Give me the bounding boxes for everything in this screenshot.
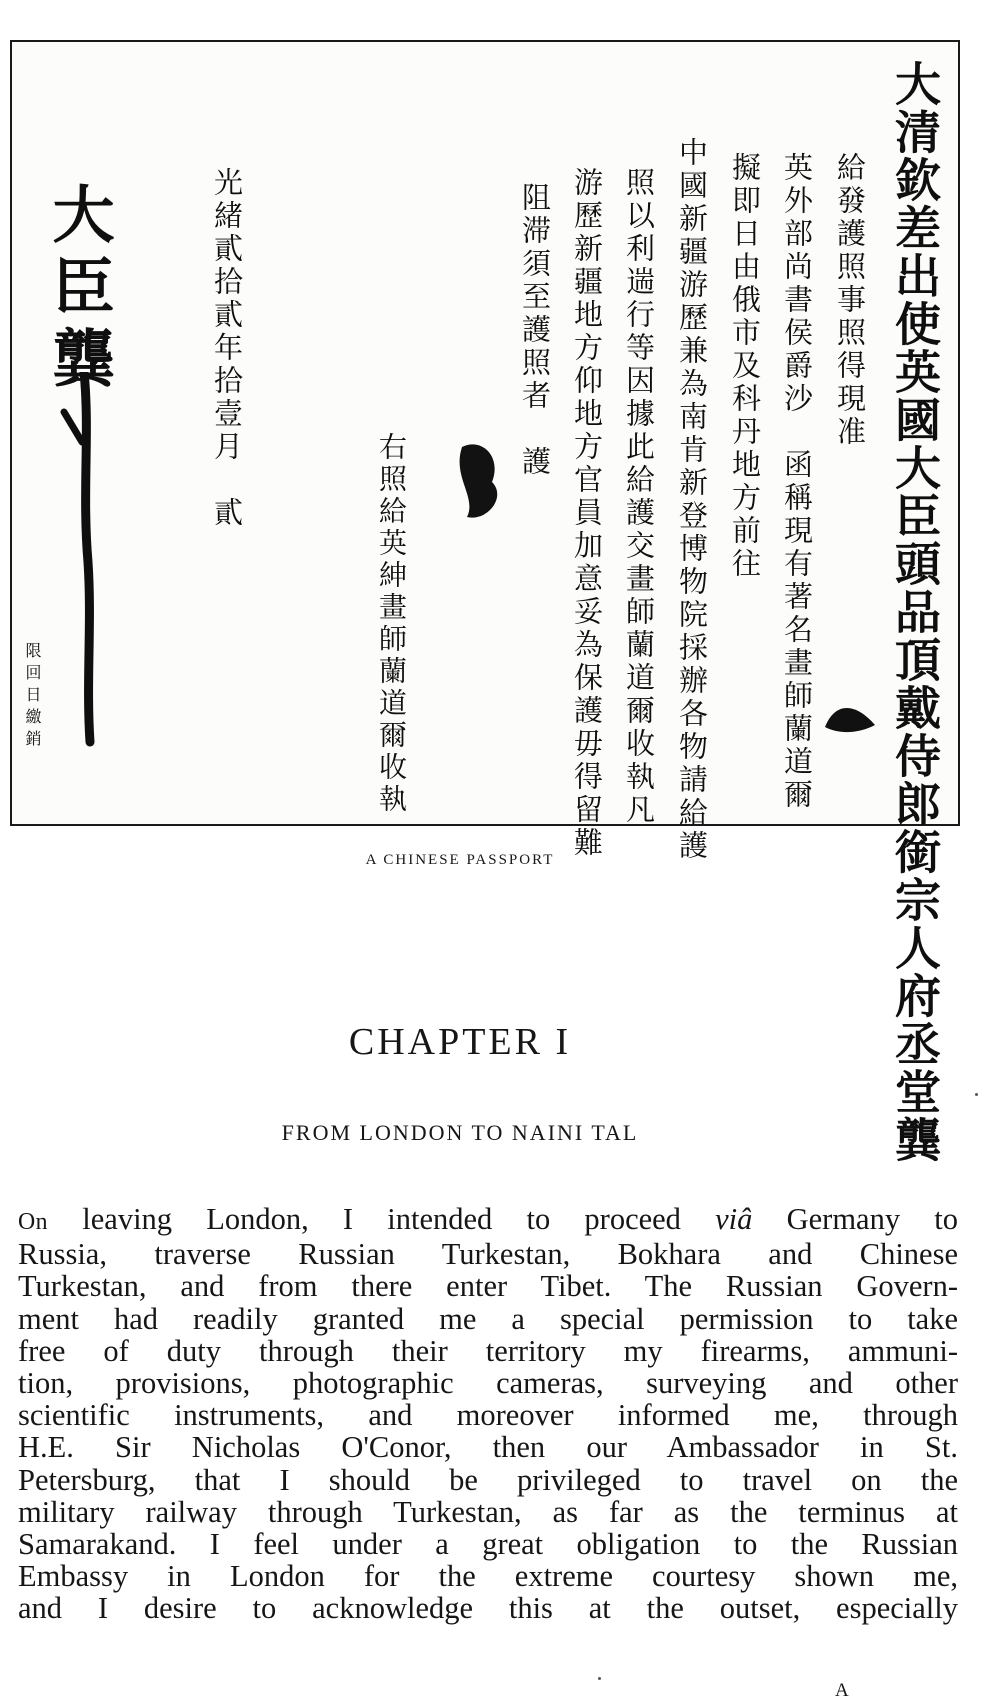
- signature-mark: A: [835, 1680, 849, 1701]
- text-line: military railway through Turkestan, as far as the terminus at: [18, 1494, 958, 1529]
- passport-column-7: 游歷新疆地方仰地方官員加意妥為保護毋得留難: [570, 167, 604, 860]
- text-span: Germany to: [752, 1202, 958, 1236]
- passport-column-4: 擬即日由俄市及科丹地方前往: [728, 152, 762, 581]
- ink-blot-mark: [452, 437, 512, 527]
- dust-speck: [975, 1093, 978, 1096]
- italic-word: viâ: [715, 1202, 753, 1236]
- passport-column-6: 照以利遄行等因據此給護交畫師蘭道爾收執凡: [622, 167, 656, 827]
- seal-mark: [820, 697, 880, 737]
- text-line: and I desire to acknowledge this at the outset, especially: [18, 1591, 958, 1626]
- passport-column-8: 阻滞須至護照者 護: [518, 182, 552, 479]
- body-paragraph: [18, 1203, 958, 1625]
- text-line: Petersburg, that I should be privileged to travel on the: [18, 1462, 958, 1497]
- passport-column-3: 英外部尚書侯爵沙 函稱現有著名畫師蘭道爾: [780, 152, 814, 812]
- text-line: Russia, traverse Russian Turkestan, Bokhara and Chinese: [18, 1237, 958, 1272]
- passport-column-bearer: 右照給英紳畫師蘭道爾收執: [375, 432, 408, 816]
- text-line: Samarakand. I feel under a great obligation to the Russian: [18, 1527, 958, 1562]
- text-line: scientific instruments, and moreover informed me, through: [18, 1398, 958, 1433]
- passport-column-2: 給發護照事照得現准: [833, 152, 867, 449]
- dust-speck: [598, 1677, 601, 1680]
- text-line: Embassy in London for the extreme courtesy shown me,: [18, 1559, 958, 1594]
- passport-column-title: 大清欽差出使英國大臣頭品頂戴侍郎銜宗人府丞堂龔: [888, 60, 942, 1164]
- passport-column-return: 限回日繳銷: [23, 642, 42, 752]
- text-span: leaving London, I intended to proceed: [48, 1202, 716, 1236]
- text-line: Turkestan, and from there enter Tibet. The Russian Govern-: [18, 1269, 958, 1304]
- dropcap-word: On: [18, 1209, 49, 1235]
- signature-brush-stroke: [60, 372, 110, 752]
- chapter-subtitle: FROM LONDON TO NAINI TAL: [281, 1120, 639, 1145]
- passport-column-5: 中國新疆游歷兼為南肯新登博物院採辦各物請給護: [675, 137, 709, 863]
- text-line: free of duty through their territory my firearms, ammuni-: [18, 1333, 958, 1368]
- text-line: ment had readily granted me a special permission to take: [18, 1301, 958, 1336]
- passport-column-minister: 大臣龔: [42, 182, 115, 398]
- figure-caption: A CHINESE PASSPORT: [365, 852, 555, 868]
- chapter-heading: CHAPTER I: [348, 1021, 572, 1063]
- text-line-1: [18, 1203, 958, 1238]
- passport-column-date: 光緒貳拾貳年拾壹月 貳: [210, 167, 244, 530]
- text-line: tion, provisions, photographic cameras, surveying and other: [18, 1366, 958, 1401]
- text-line: H.E. Sir Nicholas O'Conor, then our Ambassador in St.: [18, 1430, 958, 1465]
